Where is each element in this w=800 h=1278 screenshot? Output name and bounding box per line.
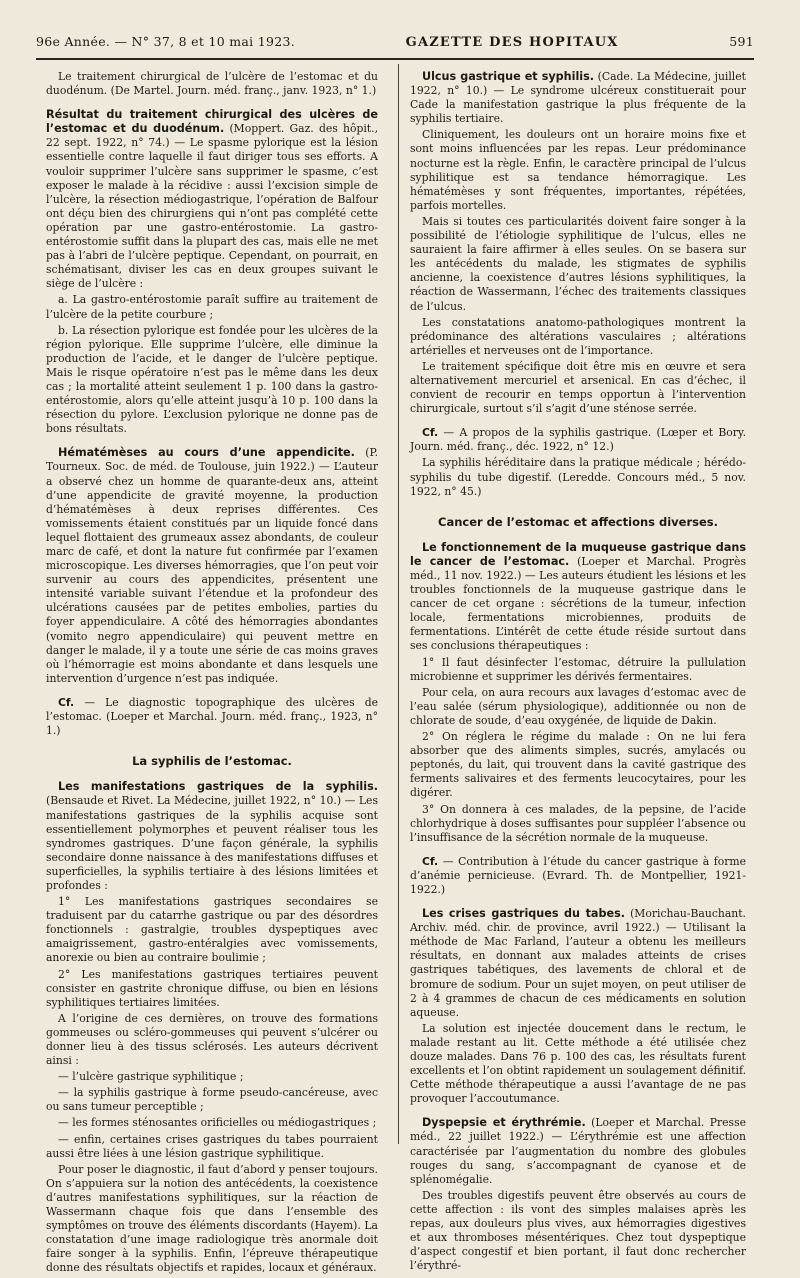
article-source: (Loeper et Marchal. Presse méd., 22 juillet 1922.) <box>410 1116 746 1144</box>
cf-text: — Le diagnostic topographique des ulcères de l’estomac. (Loeper et Marchal. Journ. méd. franç., 1923, n° 1.) <box>46 695 378 738</box>
article-title: Les crises gastriques du tabes. <box>422 907 625 921</box>
cf-label: Cf. <box>58 695 75 709</box>
cf-text: — A propos de la syphilis gastrique. (Lœper et Bory. Journ. méd. franç., déc. 1922, n° 12.) <box>410 426 747 454</box>
article-source: (Loeper et Marchal. Progrès méd., 11 nov. 1922.) <box>410 554 746 582</box>
cf-label: Cf. <box>422 426 439 440</box>
paragraph: La solution est injectée doucement dans le rectum, le malade restant au lit. Cette méthode a été utilisée chez douze malades. Dans 76 p. 100 des cas, les résultats furent excellents et l’on obtint rapidement un soulagement définitif. Cette méthode thérapeutique a aussi l’avantage de ne pas provoquer l’accoutumance. <box>410 1021 746 1106</box>
cf-text-2: La syphilis héréditaire dans la pratique médicale ; hérédo-syphilis du tube digestif. (Leredde. Concours méd., 5 nov. 1922, n° 45.) <box>410 456 746 498</box>
journal-title: GAZETTE DES HOPITAUX <box>405 35 619 50</box>
article-source: (Moppert. Gaz. des hôpit., 22 sept. 1922, n° 74.) <box>46 122 379 150</box>
article-body: — Utilisant la méthode de Mac Farland, l’auteur a obtenu les meilleurs résultats, en donnant aux malades atteints de crises gastriques tabétiques, des lavements de chloral et de bromure de sodium. Pour un sujet moyen, on peut utiliser de 2 à 4 grammes de chacun de ces médicaments en solution aqueuse. <box>410 921 747 1019</box>
paragraph: 2° Les manifestations gastriques tertiaires peuvent consister en gastrite chronique diffuse, ou bien en lésions syphilitiques tertiaires limitées. <box>46 967 378 1009</box>
article-title: Hématémèses au cours d’une appendicite. <box>58 446 355 460</box>
right-column <box>410 70 746 1275</box>
cf-reference <box>46 696 378 738</box>
paragraph: 2° On réglera le régime du malade : On ne lui fera absorber que des aliments simples, sucrés, amylacés ou peptonés, du lait, qui trouvent dans la cavité gastrique des ferments salivaires et des ferments leucocytaires, pour les digérer. <box>410 730 746 800</box>
cf-reference <box>410 855 746 897</box>
section-heading: Cancer de l’estomac et affections diverses. <box>438 514 718 529</box>
article-source: (Morichau-Bauchant. Archiv. méd. chir. de province, avril 1922.) <box>410 907 746 935</box>
issue-info: 96e Année. — N° 37, 8 et 10 mai 1923. <box>36 34 295 49</box>
article-title: Dyspepsie et érythrémie. <box>422 1116 586 1130</box>
paragraph: Cliniquement, les douleurs ont un horaire moins fixe et sont moins influencées par les repas. Leur prédominance nocturne est la règle. Enfin, le caractère principal de l’ulcus syphilitique est sa tendance hémorragique. Les hématémèses y sont fréquentes, importantes, répétées, parfois mortelles. <box>410 128 746 212</box>
article-body: — Le syndrome ulcéreux constituerait pour Cade la manifestation gastrique la plus fréquente de la syphilis tertiaire. <box>410 84 746 126</box>
article-source: (Bensaude et Rivet. La Médecine, juillet 1922, n° 10.) <box>46 794 342 808</box>
paragraph: b. La résection pylorique est fondée pour les ulcères de la région pylorique. Elle supprime l’ulcère, elle diminue la production de l’acide, et le danger de l’ulcère peptique. Mais le risque opératoire n’est pas le même dans les deux cas ; la mortalité atteint seulement 1 p. 100 dans la gastro-entérostomie, alors qu’elle atteint jusqu’à 10 p. 100 dans la résection du pylore. L’exclusion pylorique ne donne pas de bons résultats. <box>46 323 378 436</box>
list-item: — les formes sténosantes orificielles ou médiogastriques ; <box>58 1116 377 1130</box>
cf-text: — Contribution à l’étude du cancer gastrique à forme d’anémie pernicieuse. (Evrard. Th. de Montpellier, 1921-1922.) <box>410 854 746 896</box>
article-hematemesis <box>46 446 378 686</box>
article-body: — L’érythrémie est une affection caractérisée par l’augmentation du nombre des globules rouges du sang, s’accompagnant de cyanose et de splénomégalie. <box>410 1130 747 1186</box>
list-item: — enfin, certaines crises gastriques du tabes pourraient aussi être liées à une lésion gastrique syphilitique. <box>46 1132 378 1160</box>
article-dyspepsia <box>410 1116 746 1273</box>
article-tabes-crises <box>410 907 746 1106</box>
paragraph: Pour cela, on aura recours aux lavages d’estomac avec de l’eau salée (sérum physiologique), additionnée ou non de chlorate de soude, d’eau oxygénée, de liquide de Dakin. <box>410 685 746 727</box>
article-ulcus-syphilis <box>410 70 746 416</box>
article-syphilis-manifestations <box>46 780 378 1275</box>
article-body: — L’auteur a observé chez un homme de quarante-deux ans, atteint d’une appendicite de gravité moyenne, la production d’hématémèses à deux reprises différentes. Ces vomissements étaient constitués par un liquide foncé dans lequel flottaient des grumeaux assez abondants, de couleur marc de café, et dont la nature fut confirmée par l’examen microscopique. Les diverses hémorragies, que l’on peut voir survenir au cours des appendicites, présentent une intensité variable suivant l’étendue et la profondeur des ulcérations causées par de petites embolies, parties du foyer appendiculaire. A côté des hémorragies abondantes (vomito negro appendiculaire) qui peuvent mettre en danger le malade, il y a toute une série de cas moins graves où l’hémorragie est moins abondante et dans lesquels une intervention d’urgence n’est pas indiquée. <box>46 460 378 685</box>
paragraph: Des troubles digestifs peuvent être observés au cours de cette affection : ils vont des simples malaises après les repas, aux douleurs plus vives, aux hémorragies digestives et aux thromboses mésentériques. Chez tout dyspeptique d’aspect congestif et bien portant, il faut donc rechercher l’érythré- <box>410 1188 746 1273</box>
intro-reference: Le traitement chirurgical de l’ulcère de l’estomac et du duodénum. (De Martel. Journ. méd. franç., janv. 1923, n° 1.) <box>46 70 378 98</box>
article-source: (Cade. La Médecine, juillet 1922, n° 10.) <box>410 70 746 98</box>
article-title: Le fonctionnement de la muqueuse gastrique dans le cancer de l’estomac. <box>410 540 746 568</box>
paragraph: Pour poser le diagnostic, il faut d’abord y penser toujours. On s’appuiera sur la notion des antécédents, la coexistence d’autres manifestations syphilitiques, sur la réaction de Wassermann chaque fois que dans l’ensemble des symptômes on trouve des éléments discordants (Hayem). La constatation d’une image radiologique très anormale doit faire songer à la syphilis. Enfin, l’épreuve thérapeutique donne des résultats objectifs et rapides, locaux et généraux. <box>46 1162 378 1275</box>
section-heading: La syphilis de l’estomac. <box>132 754 292 769</box>
page-number: 591 <box>729 34 754 49</box>
paragraph: A l’origine de ces dernières, on trouve des formations gommeuses ou scléro-gommeuses qui peuvent s’ulcérer ou donner lieu à des tissus sclérosés. Les auteurs décrivent ainsi : <box>46 1011 378 1068</box>
paragraph: Mais si toutes ces particularités doivent faire songer à la possibilité de l’étiologie syphilitique de l’ulcus, elles ne sauraient la faire affirmer à elles seules. On se basera sur les antécédents du malade, les stigmates de syphilis ancienne, la coexistence d’autres lésions syphilitiques, la réaction de Wassermann, l’échec des traitements classiques de l’ulcus. <box>410 214 746 313</box>
paragraph: 3° On donnera à ces malades, de la pepsine, de l’acide chlorhydrique à doses suffisantes pour suppléer l’absence ou l’insuffisance de la sécrétion normale de la muqueuse. <box>410 802 746 844</box>
article-title: Résultat du traitement chirurgical des ulcères de l’estomac et du duodénum. <box>46 108 378 136</box>
article-title: Ulcus gastrique et syphilis. <box>422 70 595 83</box>
article-title: Les manifestations gastriques de la syphilis. <box>58 780 378 794</box>
list-item: — la syphilis gastrique à forme pseudo-cancéreuse, avec ou sans tumeur perceptible ; <box>46 1086 378 1114</box>
cf-label: Cf. <box>422 854 439 868</box>
article-body: — Le spasme pylorique est la lésion essentielle contre laquelle il faut diriger tous ses efforts. A vouloir supprimer l’ulcère sans supprimer le spasme, c’est exposer le malade à la récidive : aussi l’excision simple de l’ulcère, la résection médiogastrique, l’opération de Balfour ont déçu bien des chirurgiens qui n’ont pas complété cette opération par une gastro-entérostomie. La gastro-entérostomie suffit dans la plupart des cas, mais elle ne met pas à l’abri de l’ulcère peptique. Cependant, on pourrait, en schématisant, diviser les cas en deux groupes suivant le siège de l’ulcère : <box>46 136 378 291</box>
article-source: (P. Tourneux. Soc. de méd. de Toulouse, juin 1922.) <box>46 446 379 474</box>
paragraph: 1° Les manifestations gastriques secondaires se traduisent par du catarrhe gastrique ou par des désordres fonctionnels : gastralgie, troubles dyspeptiques avec amaigrissement, gastro-entéralgies avec vomissements, anorexie ou bien au contraire boulimie ; <box>46 895 378 965</box>
paragraph: Les constatations anatomo-pathologiques montrent la prédominance des altérations vasculaires ; altérations artérielles et nerveuses ont de l’importance. <box>410 315 746 357</box>
article-body: — Les manifestations gastriques de la syphilis acquise sont essentiellement polymorphes et peuvent réaliser tous les syndromes gastriques. D’une façon générale, la syphilis secondaire donne naissance à des manifestations diffuses et superficielles, la syphilis tertiaire à des lésions limitées et profondes : <box>46 794 378 892</box>
paragraph: 1° Il faut désinfecter l’estomac, détruire la pullulation microbienne et supprimer les dérivés fermentaires. <box>410 655 746 683</box>
article-cancer-mucosa <box>410 541 746 845</box>
column-divider <box>398 64 399 1144</box>
left-column <box>46 70 378 1278</box>
paragraph: Le traitement spécifique doit être mis en œuvre et sera alternativement mercuriel et arsenical. En cas d’échec, il convient de recourir en temps opportun à l’intervention chirurgicale, surtout s’il s’agit d’une sténose serrée. <box>410 359 746 416</box>
paragraph: a. La gastro-entérostomie paraît suffire au traitement de l’ulcère de la petite courbure ; <box>46 293 378 321</box>
list-item: — l’ulcère gastrique syphilitique ; <box>58 1070 244 1084</box>
page-header <box>36 34 754 60</box>
cf-reference <box>410 426 746 498</box>
article-surgical-ulcer <box>46 108 378 436</box>
article-body: — Les auteurs étudient les lésions et les troubles fonctionnels de la muqueuse gastrique dans le cancer de cet organe : sécrétions de la tumeur, infection locale, fermentations microbiennes, produits de fermentations. L’intérêt de cette étude réside surtout dans ses conclusions thérapeutiques : <box>410 569 746 653</box>
